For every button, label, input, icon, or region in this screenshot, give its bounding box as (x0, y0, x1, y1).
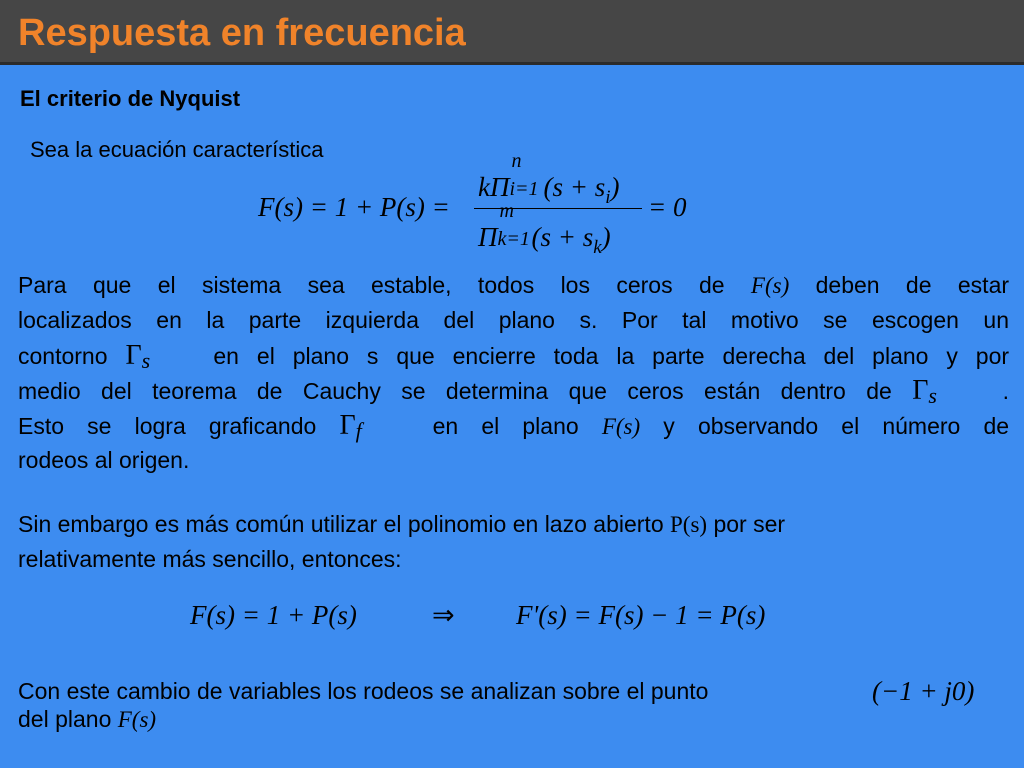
para-text: Esto se logra graficando (18, 413, 317, 439)
equation-lhs: F(s) = 1 + P(s) = (258, 192, 450, 222)
critical-point: (−1 + j0) (872, 676, 975, 706)
denominator-close: ) (601, 222, 611, 252)
equation-fs: F(s) = 1 + P(s) (190, 600, 357, 630)
math-fs: F(s) (750, 273, 790, 298)
numerator-close: ) (610, 172, 620, 202)
implies-arrow: ⇒ (432, 600, 455, 630)
denominator-index: k (593, 237, 602, 258)
denominator-term: (s + s (531, 222, 594, 252)
para-text: medio del teorema de Cauchy se determina que ceros están dentro de (18, 378, 892, 404)
intro-text: Sea la ecuación característica (30, 137, 324, 162)
numerator-lower: i=1 (509, 178, 539, 200)
para-line-2: localizados en la parte izquierda del plano s. Por tal motivo se escogen un (18, 307, 1009, 333)
gamma-letter: Γ (339, 410, 356, 441)
gamma-s-symbol (912, 373, 982, 413)
gamma-f-symbol (339, 408, 409, 448)
conclusion-line-1: Con este cambio de variables los rodeos se analizan sobre el punto (18, 678, 709, 704)
math-fs: F(s) (117, 707, 157, 732)
slide-title: Respuesta en frecuencia (18, 12, 466, 54)
para-line-4 (18, 373, 1009, 408)
math-fs: F(s) (601, 414, 641, 439)
para-line-3 (18, 338, 1009, 373)
para-text: del plano (18, 706, 112, 732)
equation-rhs: = 0 (648, 192, 687, 222)
para-text: Sin embargo es más común utilizar el polinomio en lazo abierto (18, 511, 664, 537)
denominator-upper: m (499, 200, 514, 222)
para-text: contorno (18, 343, 108, 369)
numerator-term: (s + s (543, 172, 606, 202)
para-text: por ser (713, 511, 786, 537)
para-text: en el plano s que encierre toda la parte derecha del plano y por (213, 343, 1010, 369)
para-line-5 (18, 408, 1009, 443)
para-text: Para que el sistema sea estable, todos los ceros de (18, 272, 725, 298)
denominator-limits (497, 200, 532, 250)
numerator-limits (509, 150, 543, 200)
numerator-product: kΠ (478, 172, 510, 202)
para-text: relativamente más sencillo, entonces: (18, 546, 402, 572)
para-line-1 (18, 268, 1009, 303)
para-text: deben de estar (815, 272, 1010, 298)
gamma-letter: Γ (125, 340, 142, 371)
title-bar (0, 0, 1024, 65)
gamma-subscript: s (141, 348, 151, 373)
conclusion-line-2 (18, 706, 156, 733)
gamma-s-symbol (125, 338, 195, 378)
fraction-denominator (478, 200, 611, 259)
para-text: en el plano (432, 413, 579, 439)
denominator-lower: k=1 (497, 228, 530, 250)
para-text: y observando el número de (663, 413, 1010, 439)
open-loop-paragraph (18, 507, 988, 577)
equation-fprime: F'(s) = F(s) − 1 = P(s) (516, 600, 766, 630)
para-line-6: rodeos al origen. (18, 447, 190, 473)
math-ps: P(s) (670, 512, 708, 537)
para-text: . (1002, 378, 1009, 404)
stability-paragraph (18, 268, 1009, 478)
denominator-product: Π (478, 222, 498, 252)
section-heading: El criterio de Nyquist (20, 86, 241, 111)
gamma-subscript: f (355, 418, 362, 443)
gamma-subscript: s (928, 383, 937, 408)
gamma-letter: Γ (912, 375, 929, 406)
numerator-index: i (605, 187, 611, 208)
numerator-upper: n (511, 150, 522, 172)
